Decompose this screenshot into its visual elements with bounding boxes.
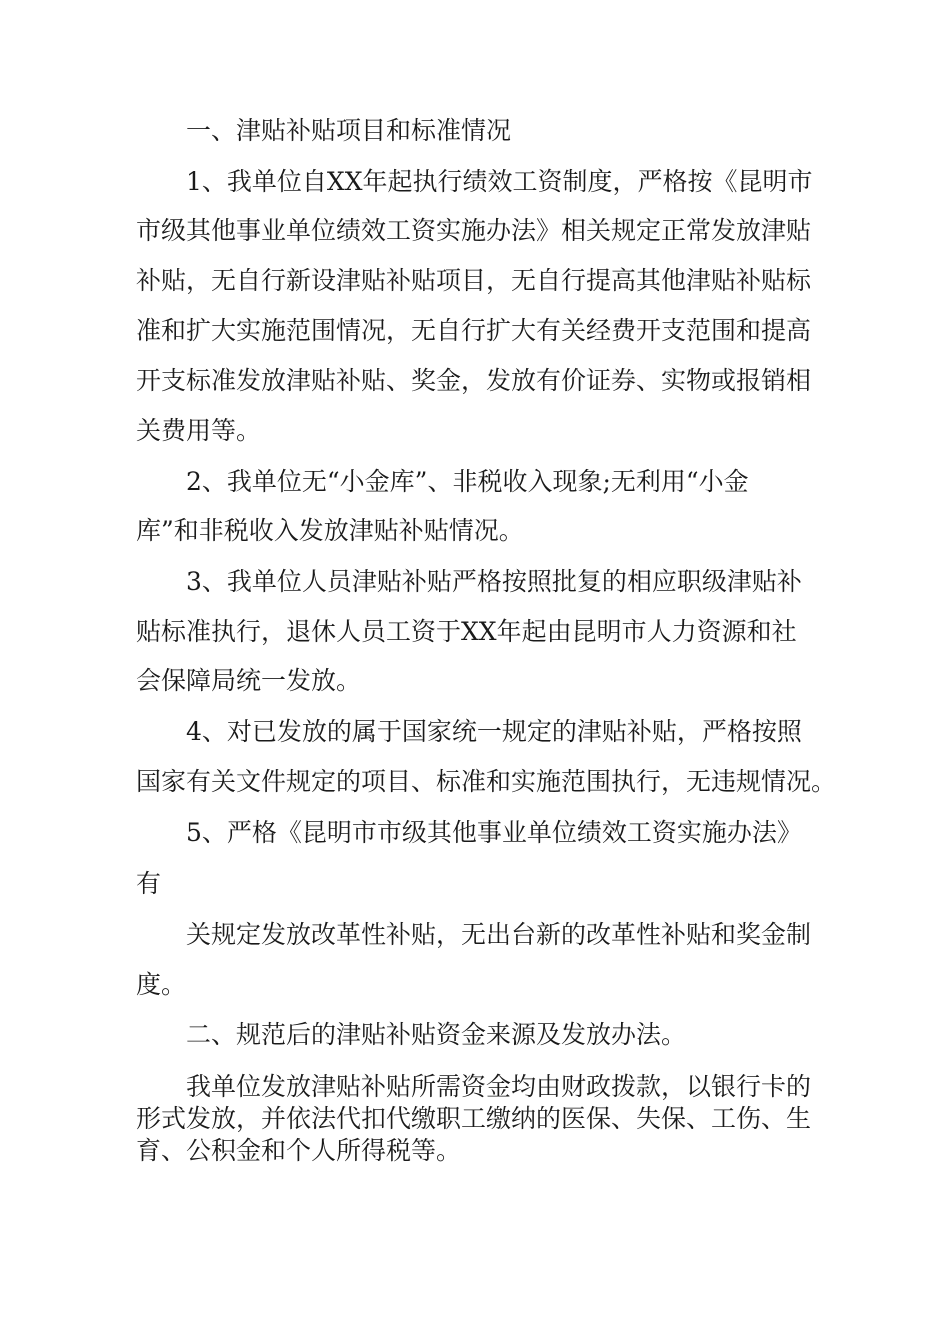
- paragraph-6-line-2: 度。: [136, 970, 187, 999]
- section-heading-1: 一、津贴补贴项目和标准情况: [186, 116, 512, 145]
- paragraph-7-line-3: 育、公积金和个人所得税等。: [136, 1136, 462, 1165]
- paragraph-1-line-2: 市级其他事业单位绩效工资实施办法》相关规定正常发放津贴: [136, 216, 812, 245]
- paragraph-1-line-3: 补贴，无自行新设津贴补贴项目，无自行提高其他津贴补贴标: [136, 266, 812, 295]
- paragraph-2-line-2: 库”和非税收入发放津贴补贴情况。: [136, 516, 524, 545]
- paragraph-4-line-1: 4、对已发放的属于国家统一规定的津贴补贴，严格按照: [186, 717, 802, 746]
- paragraph-4-line-2: 国家有关文件规定的项目、标准和实施范围执行，无违规情况。: [136, 767, 837, 796]
- paragraph-1-line-4: 准和扩大实施范围情况，无自行扩大有关经费开支范围和提高: [136, 316, 812, 345]
- paragraph-7-line-2: 形式发放，并依法代扣代缴职工缴纳的医保、失保、工伤、生: [136, 1104, 812, 1133]
- paragraph-6-line-1: 关规定发放改革性补贴，无出台新的改革性补贴和奖金制: [186, 920, 812, 949]
- section-heading-2: 二、规范后的津贴补贴资金来源及发放办法。: [186, 1020, 687, 1049]
- paragraph-1-line-1: 1、我单位自XX年起执行绩效工资制度，严格按《昆明市: [186, 167, 813, 196]
- paragraph-3-line-1: 3、我单位人员津贴补贴严格按照批复的相应职级津贴补: [186, 567, 802, 596]
- paragraph-2-line-1: 2、我单位无“小金库”、非税收入现象;无利用“小金: [186, 467, 749, 496]
- paragraph-5-line-2: 有: [136, 869, 162, 898]
- paragraph-1-line-5: 开支标准发放津贴补贴、奖金，发放有价证券、实物或报销相: [136, 366, 812, 395]
- paragraph-5-line-1: 5、严格《昆明市市级其他事业单位绩效工资实施办法》: [186, 818, 802, 847]
- paragraph-7-line-1: 我单位发放津贴补贴所需资金均由财政拨款，以银行卡的: [186, 1072, 812, 1101]
- paragraph-3-line-3: 会保障局统一发放。: [136, 666, 362, 695]
- paragraph-3-line-2: 贴标准执行，退休人员工资于XX年起由昆明市人力资源和社: [136, 617, 797, 646]
- paragraph-1-line-6: 关费用等。: [136, 416, 262, 445]
